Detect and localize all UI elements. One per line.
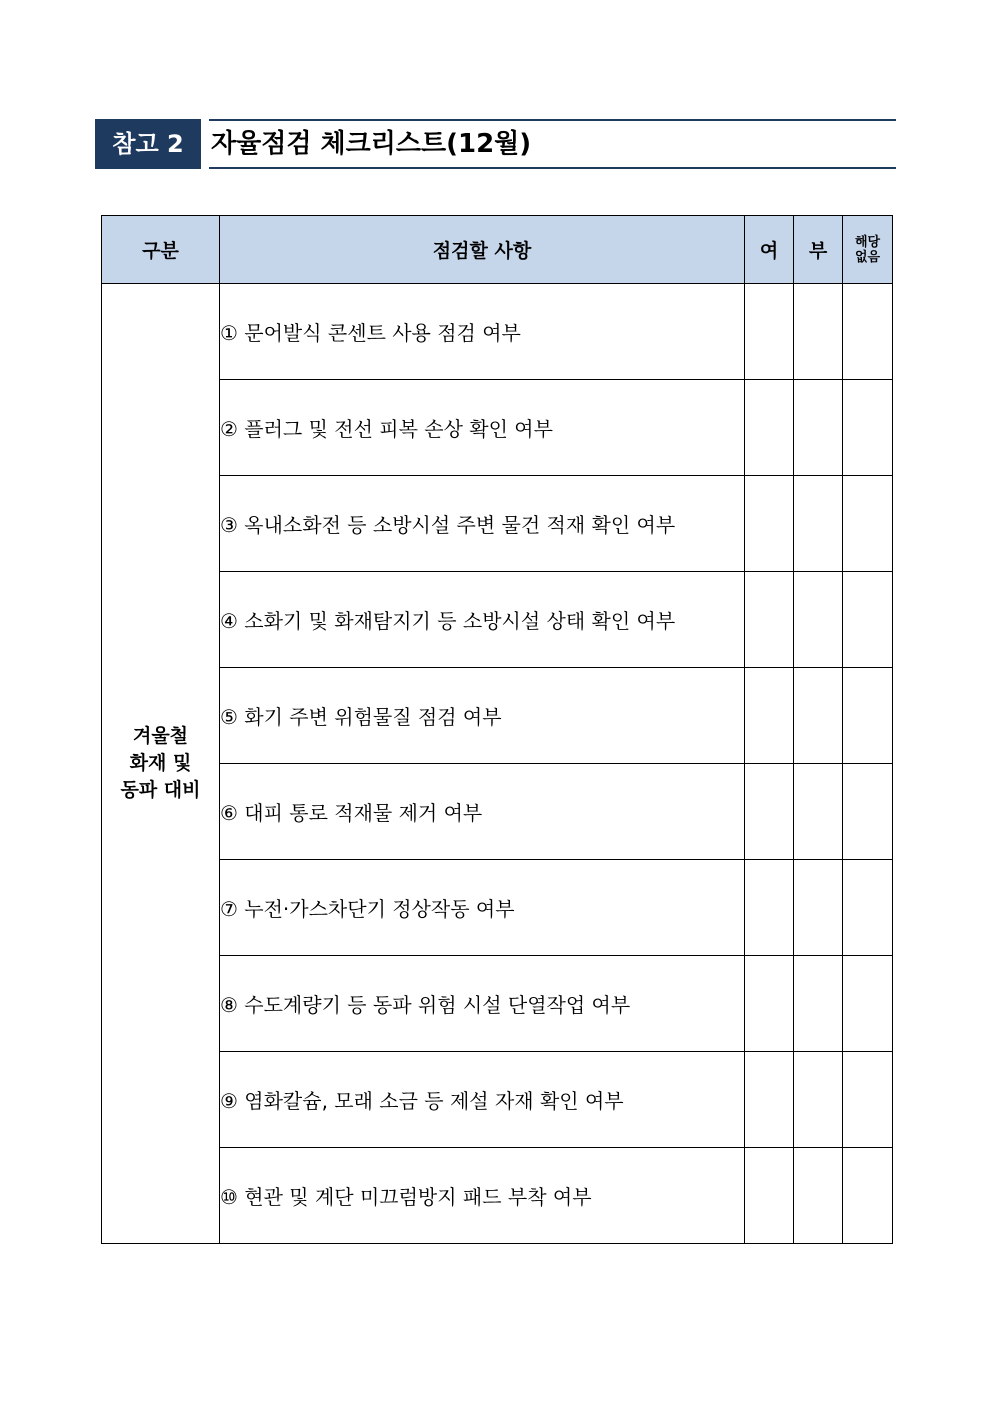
na-checkbox-cell[interactable] (843, 860, 893, 956)
table-row (102, 860, 893, 956)
check-item: ⑥ 대피 통로 적재물 제거 여부 (220, 764, 745, 860)
title-box (209, 119, 896, 169)
table-row (102, 1148, 893, 1244)
check-item: ⑨ 염화칼슘, 모래 소금 등 제설 자재 확인 여부 (220, 1052, 745, 1148)
na-checkbox-cell[interactable] (843, 1052, 893, 1148)
category-line2: 화재 및 (129, 752, 192, 774)
yes-checkbox-cell[interactable] (745, 284, 794, 380)
category-line3: 동파 대비 (120, 779, 201, 801)
check-item: ④ 소화기 및 화재탐지기 등 소방시설 상태 확인 여부 (220, 572, 745, 668)
check-item: ⑤ 화기 주변 위험물질 점검 여부 (220, 668, 745, 764)
no-checkbox-cell[interactable] (794, 1148, 843, 1244)
table-row (102, 476, 893, 572)
column-header-na-line2: 없음 (854, 249, 881, 265)
yes-checkbox-cell[interactable] (745, 764, 794, 860)
check-item: ① 문어발식 콘센트 사용 점검 여부 (220, 284, 745, 380)
na-checkbox-cell[interactable] (843, 572, 893, 668)
category-cell (102, 284, 220, 1244)
table-header-row (102, 216, 893, 284)
no-checkbox-cell[interactable] (794, 476, 843, 572)
yes-checkbox-cell[interactable] (745, 380, 794, 476)
page-title: 자율점검 체크리스트(12월) (211, 129, 532, 159)
category-line1: 겨울철 (132, 725, 189, 747)
column-header-na-line1: 해당 (854, 234, 881, 250)
check-item: ⑦ 누전·가스차단기 정상작동 여부 (220, 860, 745, 956)
yes-checkbox-cell[interactable] (745, 668, 794, 764)
column-header-na (843, 216, 893, 284)
yes-checkbox-cell[interactable] (745, 1148, 794, 1244)
column-header-yes: 여 (745, 216, 794, 284)
no-checkbox-cell[interactable] (794, 764, 843, 860)
check-item: ② 플러그 및 전선 피복 손상 확인 여부 (220, 380, 745, 476)
checklist-table (101, 215, 893, 1244)
yes-checkbox-cell[interactable] (745, 1052, 794, 1148)
no-checkbox-cell[interactable] (794, 668, 843, 764)
yes-checkbox-cell[interactable] (745, 956, 794, 1052)
table-row (102, 572, 893, 668)
column-header-item: 점검할 사항 (220, 216, 745, 284)
table-row (102, 668, 893, 764)
table-row (102, 956, 893, 1052)
check-item: ⑩ 현관 및 계단 미끄럼방지 패드 부착 여부 (220, 1148, 745, 1244)
na-checkbox-cell[interactable] (843, 956, 893, 1052)
yes-checkbox-cell[interactable] (745, 476, 794, 572)
na-checkbox-cell[interactable] (843, 764, 893, 860)
table-row (102, 1052, 893, 1148)
na-checkbox-cell[interactable] (843, 284, 893, 380)
na-checkbox-cell[interactable] (843, 380, 893, 476)
no-checkbox-cell[interactable] (794, 284, 843, 380)
no-checkbox-cell[interactable] (794, 572, 843, 668)
page-header (95, 119, 896, 169)
check-item: ⑧ 수도계량기 등 동파 위험 시설 단열작업 여부 (220, 956, 745, 1052)
table-row (102, 764, 893, 860)
na-checkbox-cell[interactable] (843, 668, 893, 764)
no-checkbox-cell[interactable] (794, 860, 843, 956)
na-checkbox-cell[interactable] (843, 1148, 893, 1244)
no-checkbox-cell[interactable] (794, 380, 843, 476)
check-item: ③ 옥내소화전 등 소방시설 주변 물건 적재 확인 여부 (220, 476, 745, 572)
na-checkbox-cell[interactable] (843, 476, 893, 572)
yes-checkbox-cell[interactable] (745, 572, 794, 668)
column-header-category: 구분 (102, 216, 220, 284)
table-row (102, 284, 893, 380)
no-checkbox-cell[interactable] (794, 1052, 843, 1148)
no-checkbox-cell[interactable] (794, 956, 843, 1052)
column-header-no: 부 (794, 216, 843, 284)
yes-checkbox-cell[interactable] (745, 860, 794, 956)
reference-badge: 참고 2 (95, 119, 201, 169)
table-row (102, 380, 893, 476)
